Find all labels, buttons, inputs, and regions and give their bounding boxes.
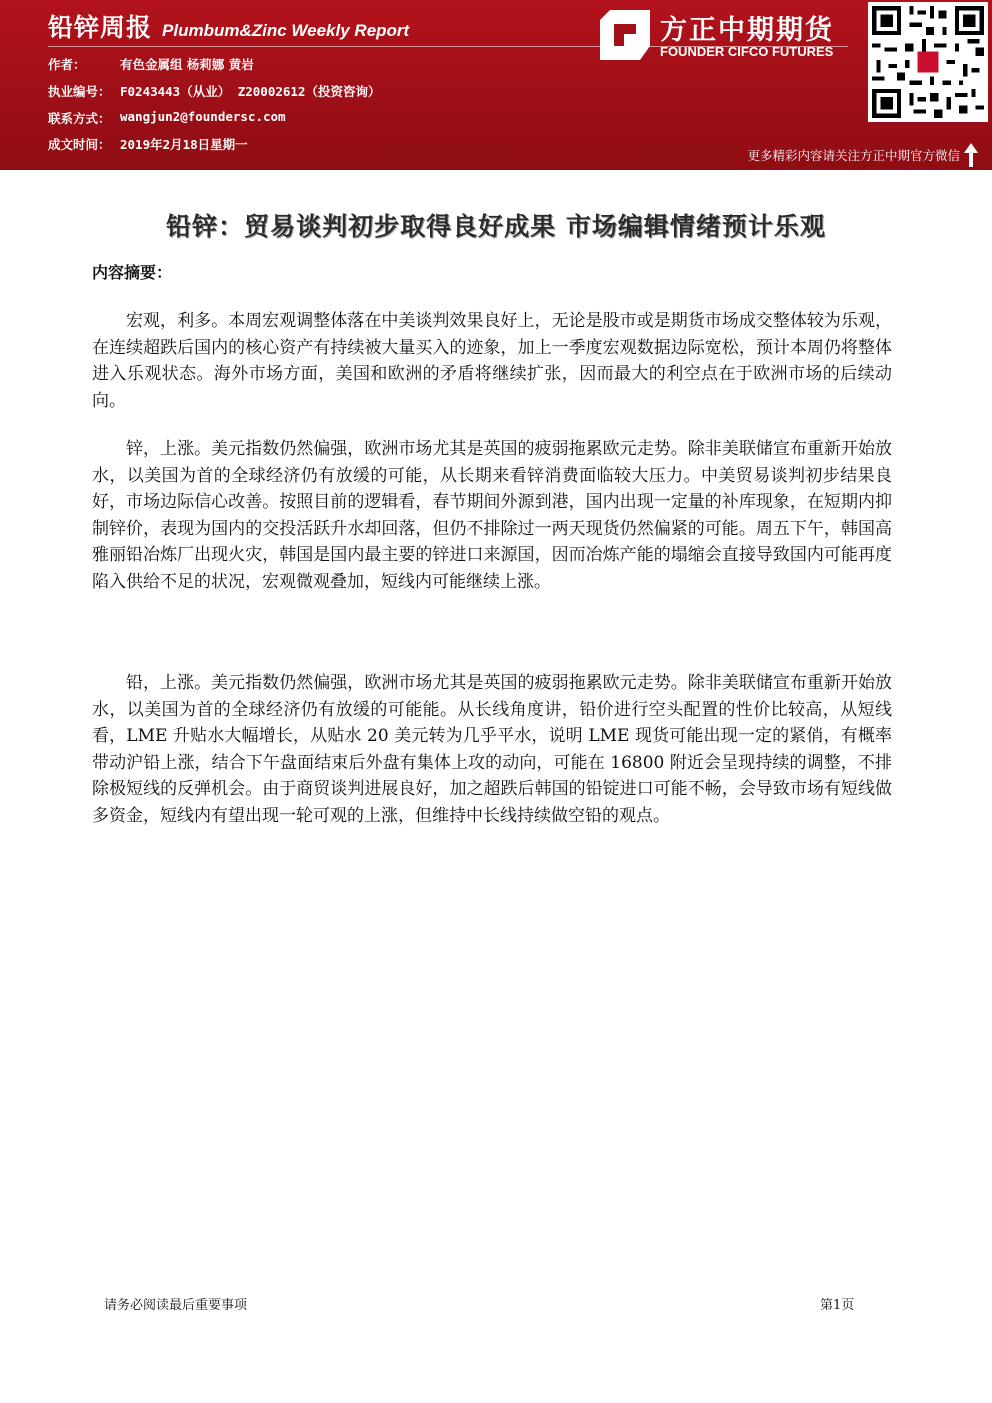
date-label: 成文时间： [48, 137, 111, 152]
license-label: 执业编号： [48, 84, 111, 99]
author-label: 作者： [48, 57, 86, 72]
page-number: 第1页 [820, 1298, 855, 1313]
date-row [48, 135, 248, 153]
follow-wechat[interactable] [747, 143, 978, 167]
paragraph-macro: 宏观，利多。本周宏观调整体落在中美谈判效果良好上，无论是股市或是期货市场成交整体较为乐观，在连续超跌后国内的核心资产有持续被大量买入的迹象，加上一季度宏观数据边际宽松，预计本周仍将整体进入乐观状态。海外市场方面，美国和欧洲的矛盾将继续扩张，因而最大的利空点在于欧洲市场的后续动向。 [92, 311, 892, 411]
footer-notice: 请务必阅读最后重要事项 [104, 1298, 248, 1313]
logo-name-cn: 方正中期期货 [660, 15, 834, 46]
author-row [48, 55, 254, 73]
company-logo [600, 8, 860, 64]
report-name [48, 8, 409, 44]
contact-value[interactable]: wangjun2@foundersc.com [120, 109, 286, 124]
paragraph-lead: 铅，上涨。美元指数仍然偏强，欧洲市场尤其是英国的疲弱拖累欧元走势。除非美联储宣布重新开始放水，以美国为首的全球经济仍有放缓的可能能。从长线角度讲，铅价进行空头配置的性价比较高，从短线看，LME 升贴水大幅增长，从贴水 20 美元转为几乎平水，说明 LME 现货可能出现一定的紧俏，有概率带动沪铅上涨，结合下午盘面结束后外盘有集体上攻的动向，可能在 16800 附近会呈现持续的调整，不排除极短线的反弹机会。由于商贸谈判进展良好，加之超跌后韩国的铅锭进口可能不畅，会导致市场有短线做多资金，短线内有望出现一轮可观的上涨，但维持中长线持续做空铅的观点。 [92, 673, 892, 826]
summary-heading: 内容摘要： [92, 263, 173, 282]
report-name-en: Plumbum&Zinc Weekly Report [162, 21, 410, 40]
author-value: 有色金属组 杨莉娜 黄岩 [120, 57, 254, 72]
founder-logo-icon [600, 10, 650, 60]
date-value: 2019年2月18日星期一 [120, 137, 248, 152]
follow-text: 更多精彩内容请关注方正中期官方微信 [747, 148, 960, 163]
license-value: F0243443（从业） Z20002612（投资咨询） [120, 84, 381, 99]
page-title: 铅锌：贸易谈判初步取得良好成果 市场编辑情绪预计乐观 [166, 212, 826, 241]
contact-label: 联系方式： [48, 111, 111, 126]
license-row [48, 82, 380, 100]
paragraph-zinc: 锌，上涨。美元指数仍然偏强，欧洲市场尤其是英国的疲弱拖累欧元走势。除非美联储宣布重新开始放水，以美国为首的全球经济仍有放缓的可能，从长期来看锌消费面临较大压力。中美贸易谈判初步结果良好，市场边际信心改善。按照目前的逻辑看，春节期间外源到港，国内出现一定量的补库现象，在短期内抑制锌价，表现为国内的交投活跃升水却回落，但仍不排除过一两天现货仍然偏紧的可能。周五下午，韩国高雅丽铅冶炼厂出现火灾，韩国是国内最主要的锌进口来源国，因而冶炼产能的塌缩会直接导致国内可能再度陷入供给不足的状况，宏观微观叠加，短线内可能继续上涨。 [92, 439, 892, 592]
report-name-cn: 铅锌周报 [48, 13, 153, 42]
arrow-up-icon [964, 143, 978, 167]
contact-row [48, 109, 286, 127]
qr-code-icon[interactable] [868, 2, 988, 122]
logo-name-en: FOUNDER CIFCO FUTURES [660, 44, 834, 59]
report-header [0, 0, 992, 170]
